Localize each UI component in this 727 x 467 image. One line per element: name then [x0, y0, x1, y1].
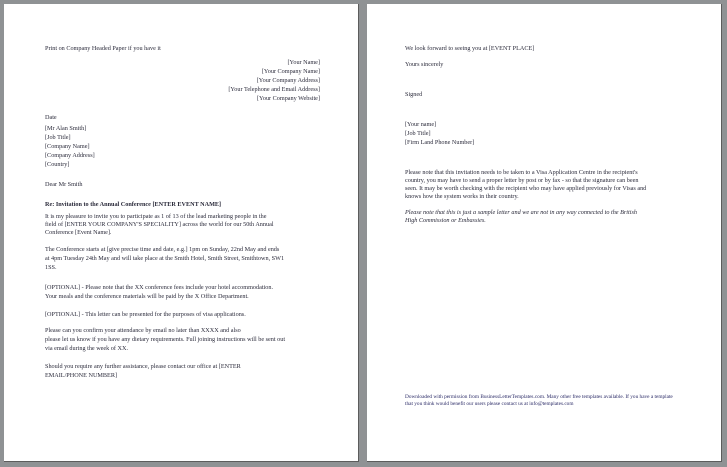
sender-telephone-email: [Your Telephone and Email Address]	[228, 86, 320, 93]
para1-line3: Conference [Event Name].	[45, 229, 112, 236]
subject-line: Re: Invitation to the Annual Conference [ENTER EVENT NAME]	[45, 201, 222, 208]
signature-job-title: [Job Title]	[405, 130, 431, 137]
para4: [OPTIONAL] - This letter can be presented for the purposes of visa applications.	[45, 311, 246, 318]
document-page-1	[4, 4, 359, 462]
footer-line2: that you think would benefit our users please contact us at info@templates.com	[405, 401, 574, 407]
signed-label: Signed	[405, 91, 423, 98]
note2-line2: High Commission or Embassies.	[405, 217, 486, 224]
note1-line2: country, you may have to send a proper letter by post or by fax - so that the signature can been	[405, 177, 639, 184]
note1-line4: knows how the system works in their country.	[405, 193, 519, 200]
para2-line3: 1SS.	[45, 264, 57, 271]
sender-company-address: [Your Company Address]	[256, 77, 320, 84]
para3-line1: [OPTIONAL] - Please note that the XX conference fees include your hotel accommodation.	[45, 284, 273, 291]
recipient-name: [Mr Alan Smith]	[45, 125, 87, 132]
para1-line1: It is my pleasure to invite you to participate as 1 of 13 of the lead marketing people in the	[45, 213, 267, 220]
signature-name: [Your name]	[405, 121, 437, 128]
para5-line2: please let us know if you have any dietary requirements. Full joining instructions will be sent out	[45, 336, 286, 343]
closing-line: We look forward to seeing you at [EVENT PLACE]	[405, 45, 535, 52]
salutation: Dear Mr Smith	[45, 181, 83, 188]
note2-line1: Please note that this is just a sample letter and we are not in any way connected to the British	[405, 209, 637, 216]
header-note: Print on Company Headed Paper if you have it	[45, 45, 161, 52]
sender-company-website: [Your Company Website]	[256, 95, 320, 102]
para2-line1: The Conference starts at [give precise time and date, e.g.] 1pm on Sunday, 22nd May and ends	[45, 246, 280, 253]
sender-company-name: [Your Company Name]	[261, 68, 320, 75]
note1-line3: seen. It may be worth checking with the recipient who may have applied previously for Visas and	[405, 185, 647, 192]
para1-line2: field of [ENTER YOUR COMPANY'S SPECIALITY] across the world for our 50th Annual	[45, 221, 274, 228]
para5-line3: via email during the week of XX.	[45, 345, 128, 352]
para6-line2: EMAIL/PHONE NUMBER]	[45, 372, 118, 379]
recipient-country: [Country]	[45, 161, 70, 168]
recipient-company-address: [Company Address]	[45, 152, 95, 159]
footer-line1: Downloaded with permission from BusinessLetterTemplates.com. Many other free templates available. If you have a template	[405, 394, 673, 400]
para6-line1: Should you require any further assistance, please contact our office at [ENTER	[45, 363, 241, 370]
date-label: Date	[45, 114, 57, 121]
document-page-2	[367, 4, 722, 462]
note1-line1: Please note that this invitation needs to be taken to a Visa Application Centre in the recipient's	[405, 169, 638, 176]
signature-phone: [Firm Land Phone Number]	[405, 139, 475, 146]
signoff: Yours sincerely	[405, 61, 444, 68]
recipient-job-title: [Job Title]	[45, 134, 71, 141]
para5-line1: Please can you confirm your attendance by email no later than XXXX and also	[45, 327, 241, 334]
para3-line2: Your meals and the conference materials will be paid by the X Office Department.	[45, 293, 249, 300]
sender-name: [Your Name]	[287, 59, 320, 66]
recipient-company-name: [Company Name]	[45, 143, 90, 150]
para2-line2: at 4pm Tuesday 24th May and will take place at the Smith Hotel, Smith Street, Smithtown, SW1	[45, 255, 285, 262]
